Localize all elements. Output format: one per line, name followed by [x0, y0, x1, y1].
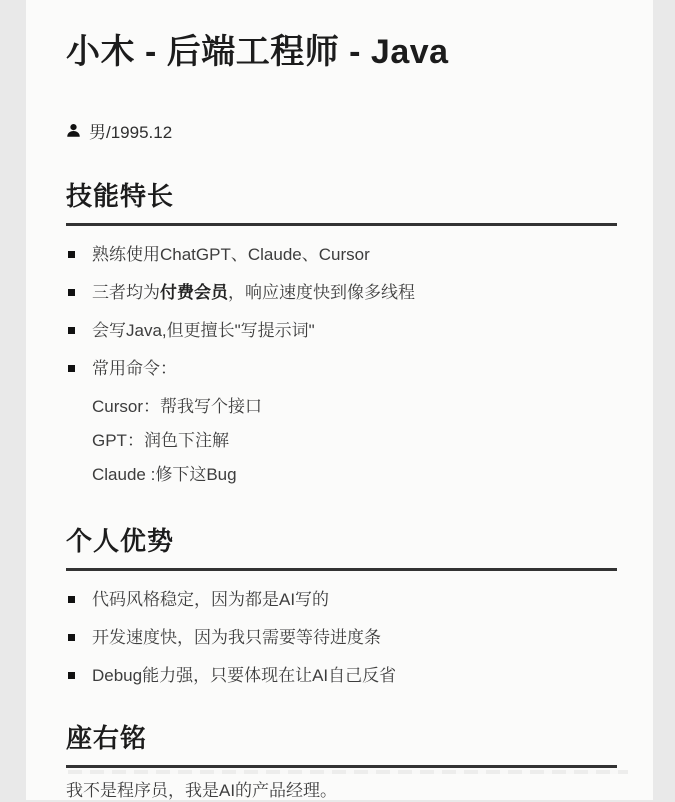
section-skills — [66, 181, 617, 486]
skill-text: 熟练使用ChatGPT、Claude、Cursor — [92, 245, 370, 264]
list-item — [66, 320, 617, 342]
section-divider — [66, 223, 617, 226]
command-examples — [92, 396, 617, 486]
list-item — [66, 665, 617, 687]
list-item — [66, 627, 617, 649]
skills-list — [66, 244, 617, 380]
section-heading-motto: 座右铭 — [66, 723, 148, 753]
bullet-square-icon — [68, 634, 75, 641]
cropped-text-remnant — [68, 770, 628, 774]
list-item — [66, 282, 617, 304]
bullet-square-icon — [68, 289, 75, 296]
resume-content — [26, 0, 653, 802]
section-divider — [66, 765, 617, 768]
strengths-list — [66, 589, 617, 687]
command-gpt: GPT：润色下注解 — [92, 431, 229, 450]
strength-text: Debug能力强，只要体现在让AI自己反省 — [92, 666, 397, 685]
strength-text: 开发速度快，因为我只需要等待进度条 — [92, 628, 381, 647]
command-cursor: Cursor：帮我写个接口 — [92, 397, 263, 416]
gender-birthdate: 男/1995.12 — [89, 123, 173, 142]
skill-text-bold: 付费会员 — [160, 283, 228, 302]
list-item — [66, 589, 617, 611]
section-strengths — [66, 526, 617, 687]
command-claude: Claude :修下这Bug — [92, 465, 237, 484]
bullet-square-icon — [68, 365, 75, 372]
section-divider — [66, 568, 617, 571]
profile-meta — [66, 118, 617, 143]
section-heading-strengths: 个人优势 — [66, 526, 175, 556]
skill-text — [92, 282, 415, 304]
skill-text-post: ，响应速度快到像多线程 — [228, 283, 415, 302]
page-title: 小木 - 后端工程师 - Java — [66, 33, 449, 71]
person-icon — [66, 123, 81, 138]
bullet-square-icon — [68, 596, 75, 603]
motto-text: 我不是程序员，我是AI的产品经理。 — [66, 781, 338, 800]
bullet-square-icon — [68, 672, 75, 679]
section-heading-skills: 技能特长 — [66, 181, 175, 211]
section-motto — [66, 723, 617, 802]
skill-text: 会写Java,但更擅长"写提示词" — [92, 321, 315, 340]
strength-text: 代码风格稳定，因为都是AI写的 — [92, 590, 330, 609]
bullet-square-icon — [68, 251, 75, 258]
resume-card — [26, 0, 653, 800]
skill-text: 常用命令： — [92, 359, 177, 378]
list-item — [66, 244, 617, 266]
skill-text-pre: 三者均为 — [92, 283, 160, 302]
list-item — [66, 358, 617, 380]
bullet-square-icon — [68, 327, 75, 334]
